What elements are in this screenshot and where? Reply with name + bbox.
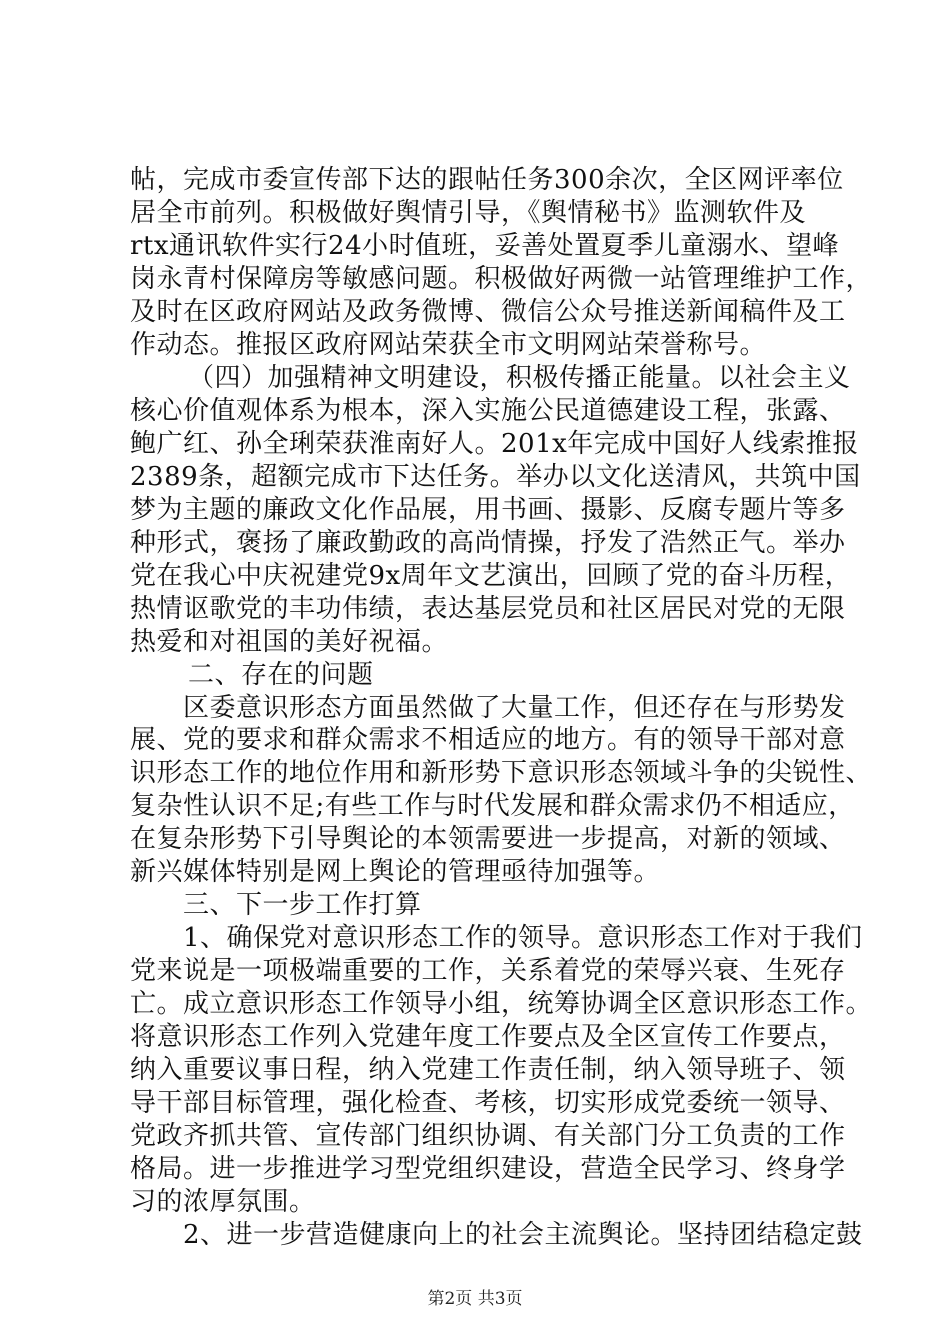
text-line: 2389条，超额完成市下达任务。举办以文化送清风，共筑中国 <box>130 462 861 492</box>
text-line: （四）加强精神文明建设，积极传播正能量。以社会主义 <box>188 363 851 393</box>
text-line: 在复杂形势下引导舆论的本领需要进一步提高，对新的领域、 <box>130 824 846 854</box>
text-line: 帖，完成市委宣传部下达的跟帖任务300余次，全区网评率位 <box>130 165 844 195</box>
text-line: 梦为主题的廉政文化作品展，用书画、摄影、反腐专题片等多 <box>130 495 846 525</box>
text-line: 习的浓厚氛围。 <box>130 1187 316 1217</box>
text-line: 鲍广红、孙全琍荣获淮南好人。201x年完成中国好人线索推报 <box>130 429 859 459</box>
text-line: 2、进一步营造健康向上的社会主流舆论。坚持团结稳定鼓 <box>183 1220 863 1250</box>
text-line: rtx通讯软件实行24小时值班，妥善处置夏季儿童溺水、望峰 <box>130 231 840 261</box>
text-line: 展、党的要求和群众需求不相适应的地方。有的领导干部对意 <box>130 725 846 755</box>
text-line: 核心价值观体系为根本，深入实施公民道德建设工程，张露、 <box>130 396 846 426</box>
text-line: 复杂性认识不足;有些工作与时代发展和群众需求仍不相适应， <box>130 791 855 821</box>
text-line: 导干部目标管理，强化检查、考核，切实形成党委统一领导、 <box>130 1088 846 1118</box>
page-footer: 第2页 共3页 <box>427 1289 523 1309</box>
text-line: 二、存在的问题 <box>188 660 374 690</box>
text-line: 纳入重要议事日程，纳入党建工作责任制，纳入领导班子、领 <box>130 1055 846 1085</box>
text-line: 三、下一步工作打算 <box>183 890 422 920</box>
text-line: 将意识形态工作列入党建年度工作要点及全区宣传工作要点， <box>130 1022 846 1052</box>
text-line: 热爱和对祖国的美好祝福。 <box>130 627 449 657</box>
text-line: 居全市前列。积极做好舆情引导，《舆情秘书》监测软件及 <box>130 198 807 228</box>
text-line: 新兴媒体特别是网上舆论的管理亟待加强等。 <box>130 857 661 887</box>
text-line: 格局。进一步推进学习型党组织建设，营造全民学习、终身学 <box>130 1154 846 1184</box>
text-line: 岗永青村保障房等敏感问题。积极做好两微一站管理维护工作， <box>130 264 873 294</box>
text-line: 1、确保党对意识形态工作的领导。意识形态工作对于我们 <box>183 923 863 953</box>
text-line: 党来说是一项极端重要的工作，关系着党的荣辱兴衰、生死存 <box>130 956 846 986</box>
text-line: 党政齐抓共管、宣传部门组织协调、有关部门分工负责的工作 <box>130 1121 846 1151</box>
text-line: 热情讴歌党的丰功伟绩，表达基层党员和社区居民对党的无限 <box>130 594 846 624</box>
text-line: 亡。成立意识形态工作领导小组，统筹协调全区意识形态工作。 <box>130 989 873 1019</box>
text-line: 及时在区政府网站及政务微博、微信公众号推送新闻稿件及工 <box>130 297 846 327</box>
text-line: 识形态工作的地位作用和新形势下意识形态领域斗争的尖锐性、 <box>130 758 873 788</box>
text-line: 党在我心中庆祝建党9x周年文艺演出，回顾了党的奋斗历程， <box>130 561 852 591</box>
text-line: 种形式，褒扬了廉政勤政的高尚情操，抒发了浩然正气。举办 <box>130 528 846 558</box>
text-line: 区委意识形态方面虽然做了大量工作，但还存在与形势发 <box>183 693 846 723</box>
text-line: 作动态。推报区政府网站荣获全市文明网站荣誉称号。 <box>130 330 767 360</box>
